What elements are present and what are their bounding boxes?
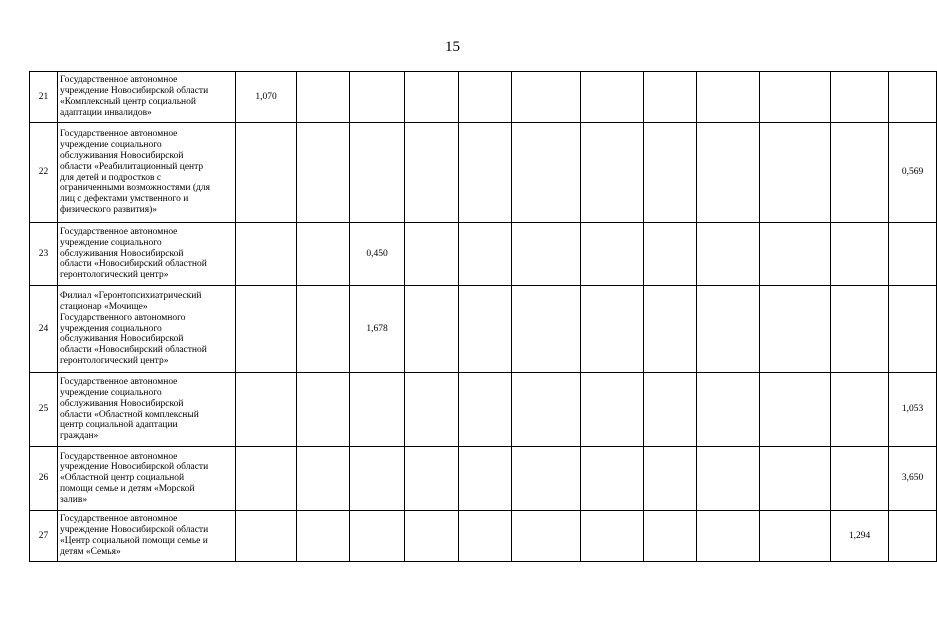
value-cell — [512, 373, 581, 447]
value-cell — [405, 373, 459, 447]
table-row — [30, 223, 937, 286]
value-cell — [760, 123, 831, 223]
value-cell — [236, 511, 297, 562]
value-cell — [581, 72, 644, 123]
value-cell — [405, 286, 459, 373]
value-cell — [831, 123, 889, 223]
value-cell — [459, 286, 512, 373]
table-row — [30, 447, 937, 511]
value-cell — [697, 72, 760, 123]
institution-name: Государственное автономное учреждение Новосибирской области «Центр социальной помощи семье и детям «Семья» — [58, 511, 236, 562]
institution-name: Государственное автономное учреждение социального обслуживания Новосибирской области «Новосибирский областной геронтологический центр» — [58, 223, 236, 286]
value-cell: 0,569 — [889, 123, 937, 223]
value-cell — [760, 223, 831, 286]
value-cell — [350, 511, 405, 562]
value-cell — [889, 286, 937, 373]
value-cell — [644, 447, 697, 511]
value-cell — [459, 511, 512, 562]
institution-name: Государственное автономное учреждение социального обслуживания Новосибирской области «Реабилитационный центр для детей и подростков с ограниченными возможностями (для лиц с дефектами умственного и физического развития)» — [58, 123, 236, 223]
value-cell — [459, 223, 512, 286]
value-cell — [297, 373, 350, 447]
value-cell — [350, 72, 405, 123]
value-cell — [350, 447, 405, 511]
value-cell — [644, 123, 697, 223]
value-cell — [236, 286, 297, 373]
value-cell — [697, 447, 760, 511]
row-number: 24 — [30, 286, 58, 373]
value-cell — [297, 286, 350, 373]
value-cell — [512, 223, 581, 286]
row-number: 25 — [30, 373, 58, 447]
table-row — [30, 286, 937, 373]
value-cell — [644, 373, 697, 447]
value-cell — [831, 373, 889, 447]
value-cell — [581, 286, 644, 373]
value-cell — [297, 72, 350, 123]
value-cell — [297, 223, 350, 286]
value-cell — [831, 72, 889, 123]
value-cell — [697, 511, 760, 562]
value-cell — [297, 447, 350, 511]
table-row — [30, 72, 937, 123]
page-number: 15 — [445, 39, 460, 55]
row-number: 26 — [30, 447, 58, 511]
row-number: 27 — [30, 511, 58, 562]
value-cell — [760, 373, 831, 447]
value-cell — [512, 123, 581, 223]
institution-name: Государственное автономное учреждение социального обслуживания Новосибирской области «Областной комплексный центр социальной адаптации граждан» — [58, 373, 236, 447]
value-cell — [459, 72, 512, 123]
value-cell: 0,450 — [350, 223, 405, 286]
value-cell — [236, 123, 297, 223]
value-cell: 3,650 — [889, 447, 937, 511]
row-number: 21 — [30, 72, 58, 123]
value-cell — [512, 511, 581, 562]
value-cell: 1,294 — [831, 511, 889, 562]
value-cell — [405, 223, 459, 286]
value-cell — [459, 447, 512, 511]
table-row — [30, 511, 937, 562]
value-cell — [297, 511, 350, 562]
value-cell — [831, 447, 889, 511]
value-cell — [297, 123, 350, 223]
value-cell — [459, 373, 512, 447]
value-cell: 1,678 — [350, 286, 405, 373]
value-cell — [644, 223, 697, 286]
value-cell — [581, 223, 644, 286]
value-cell — [644, 511, 697, 562]
value-cell — [697, 286, 760, 373]
value-cell: 1,053 — [889, 373, 937, 447]
table-row — [30, 123, 937, 223]
value-cell — [697, 373, 760, 447]
value-cell — [581, 447, 644, 511]
institution-name: Филиал «Геронтопсихиатрический стационар «Мочище» Государственного автономного учреждения социального обслуживания Новосибирской области «Новосибирский областной геронтологический центр» — [58, 286, 236, 373]
funding-table — [29, 71, 937, 562]
value-cell — [760, 72, 831, 123]
value-cell — [831, 223, 889, 286]
value-cell — [644, 72, 697, 123]
value-cell — [760, 511, 831, 562]
value-cell — [236, 373, 297, 447]
value-cell — [350, 123, 405, 223]
value-cell — [512, 72, 581, 123]
value-cell — [697, 223, 760, 286]
value-cell — [697, 123, 760, 223]
value-cell — [889, 72, 937, 123]
value-cell — [405, 447, 459, 511]
value-cell — [350, 373, 405, 447]
value-cell: 1,070 — [236, 72, 297, 123]
value-cell — [512, 447, 581, 511]
row-number: 23 — [30, 223, 58, 286]
value-cell — [760, 447, 831, 511]
value-cell — [512, 286, 581, 373]
value-cell — [405, 511, 459, 562]
value-cell — [236, 223, 297, 286]
institution-name: Государственное автономное учреждение Новосибирской области «Комплексный центр социальной адаптации инвалидов» — [58, 72, 236, 123]
value-cell — [644, 286, 697, 373]
row-number: 22 — [30, 123, 58, 223]
value-cell — [831, 286, 889, 373]
value-cell — [459, 123, 512, 223]
value-cell — [405, 72, 459, 123]
value-cell — [889, 223, 937, 286]
value-cell — [236, 447, 297, 511]
value-cell — [405, 123, 459, 223]
value-cell — [581, 511, 644, 562]
table-row — [30, 373, 937, 447]
institution-name: Государственное автономное учреждение Новосибирской области «Областной центр социальной помощи семье и детям «Морской залив» — [58, 447, 236, 511]
value-cell — [581, 123, 644, 223]
value-cell — [889, 511, 937, 562]
value-cell — [760, 286, 831, 373]
value-cell — [581, 373, 644, 447]
